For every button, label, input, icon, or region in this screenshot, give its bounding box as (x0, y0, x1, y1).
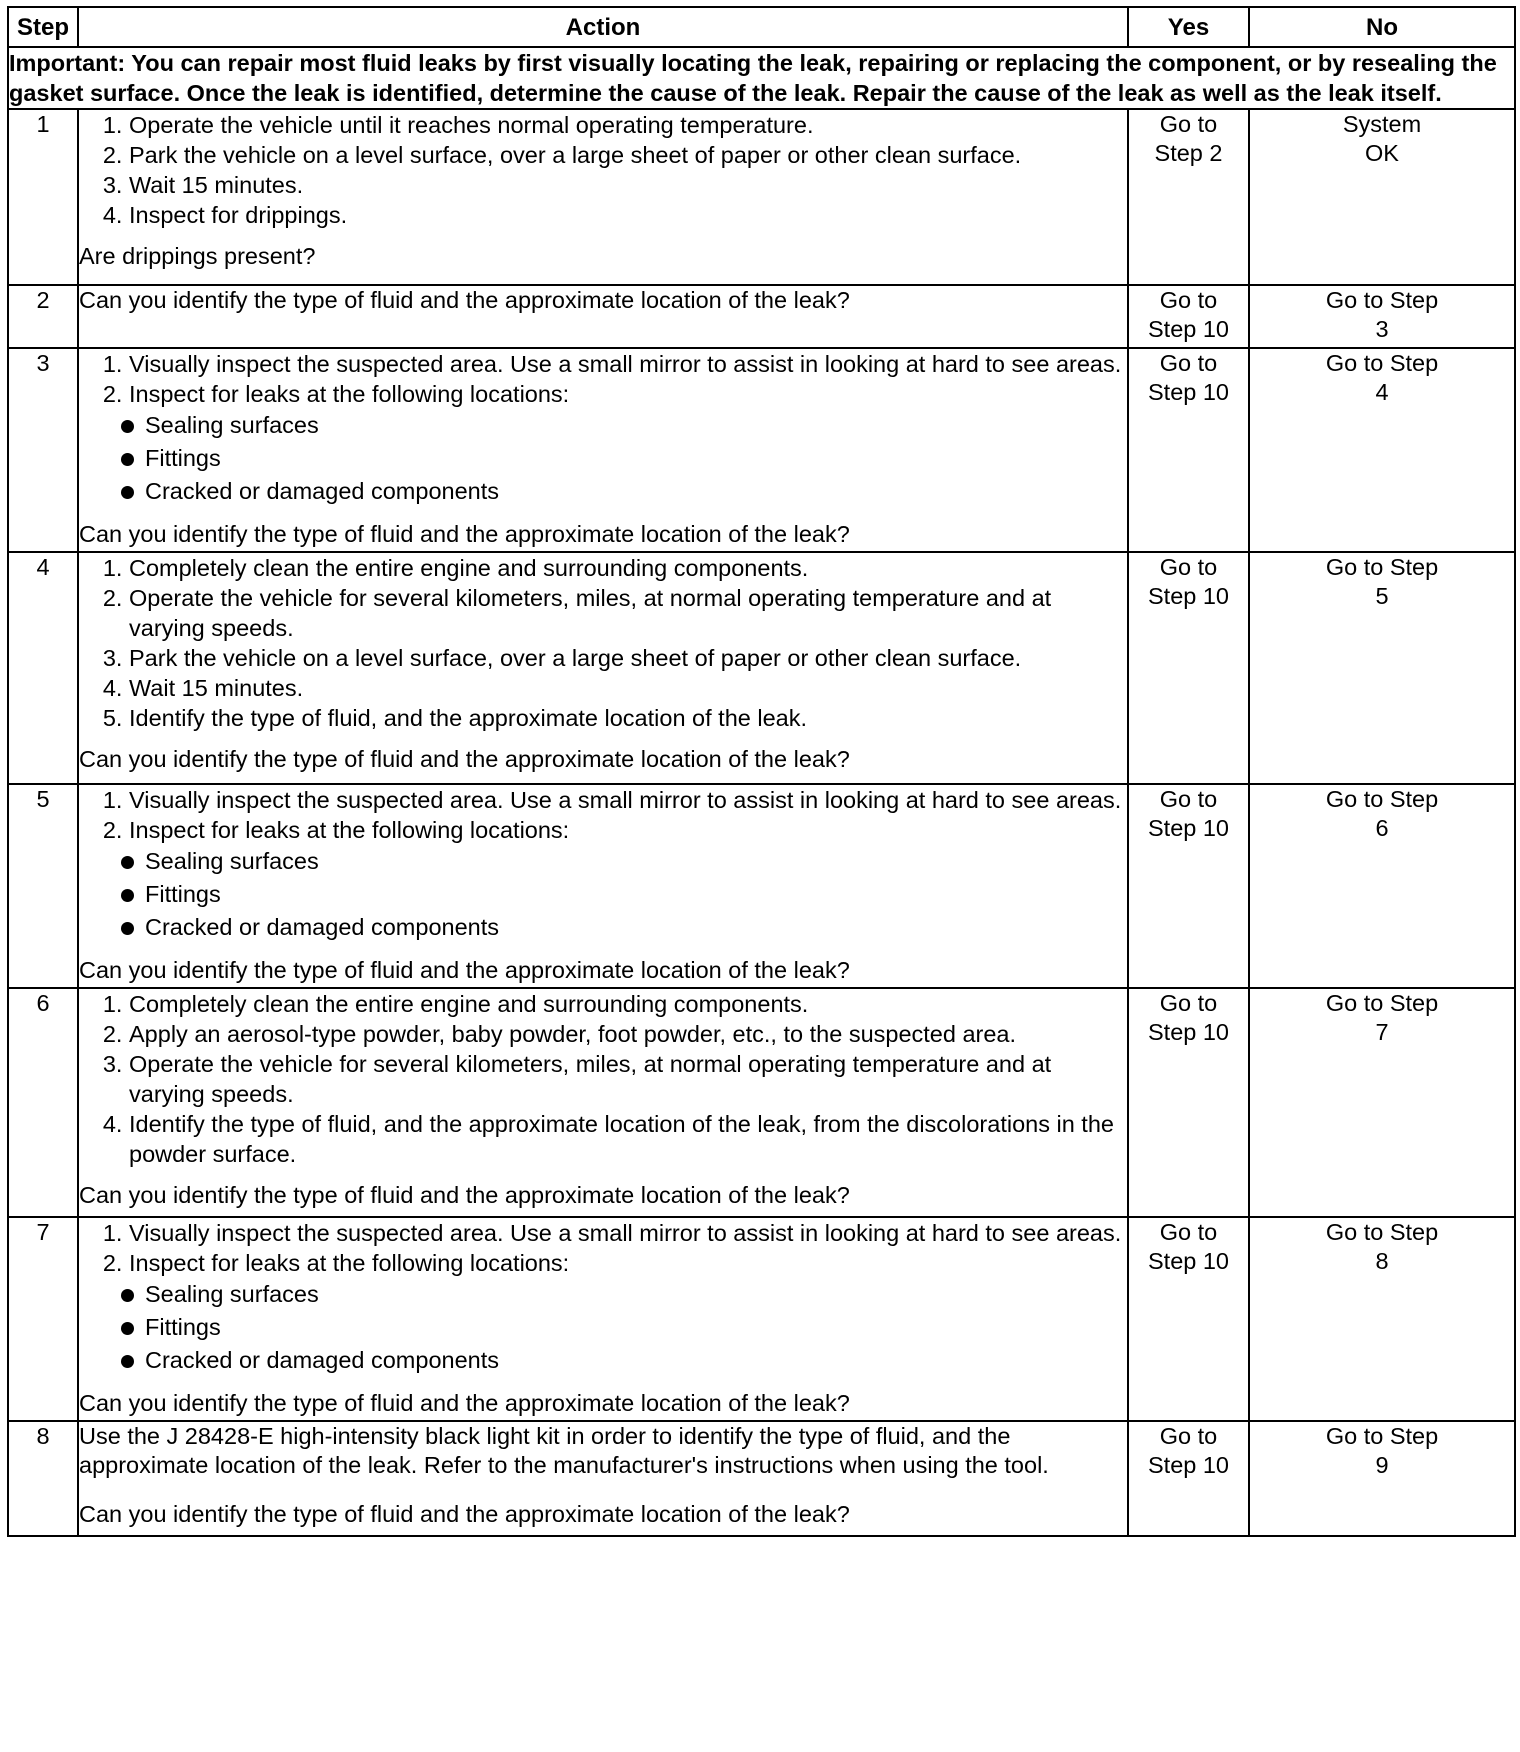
step-row (8, 1421, 1515, 1536)
step-action (78, 988, 1128, 1217)
step-question: Are drippings present? (79, 243, 316, 269)
action-list (79, 1218, 1127, 1278)
action-item-text: Operate the vehicle until it reaches normal operating temperature. (129, 112, 814, 138)
step-yes (1128, 1421, 1249, 1536)
no-text: Go to Step (1325, 554, 1439, 580)
action-item (129, 170, 1127, 200)
step-number: 3 (8, 348, 78, 552)
step-yes (1128, 988, 1249, 1217)
action-item-text: Identify the type of fluid, and the approximate location of the leak, from the discolorations in the powder surface. (129, 1111, 1114, 1167)
action-item (129, 785, 1127, 815)
step-action (78, 1421, 1128, 1536)
yes-text: Go to (1159, 554, 1218, 580)
no-text: 7 (1375, 1019, 1389, 1045)
no-text: System (1342, 111, 1422, 137)
step-no (1249, 285, 1515, 348)
location-item: Sealing surfaces (121, 1278, 1127, 1311)
step-action (78, 348, 1128, 552)
action-item-text: Visually inspect the suspected area. Use a small mirror to assist in looking at hard to see areas. (129, 351, 1122, 377)
action-item (129, 1218, 1127, 1248)
action-item-text: Completely clean the entire engine and surrounding components. (129, 555, 809, 581)
action-item (129, 1248, 1127, 1278)
step-number: 8 (8, 1421, 78, 1536)
action-item (129, 140, 1127, 170)
important-note: Important: You can repair most fluid leaks by first visually locating the leak, repairing or replacing the component, or by resealing the gasket surface. Once the leak is identified, determine the cause of the leak. Repair the cause of the leak as well as the leak itself. (8, 47, 1515, 109)
yes-text: Step 10 (1147, 1248, 1229, 1274)
action-item-text: Inspect for leaks at the following locations: (129, 1250, 570, 1276)
action-item (129, 1019, 1127, 1049)
action-item (129, 1049, 1127, 1109)
yes-text: Go to (1159, 1423, 1218, 1449)
no-text: Go to Step (1325, 786, 1439, 812)
no-text: Go to Step (1325, 1423, 1439, 1449)
yes-text: Go to (1159, 350, 1218, 376)
action-item (129, 1109, 1127, 1169)
action-item (129, 643, 1127, 673)
yes-text: Step 10 (1147, 316, 1229, 342)
step-no (1249, 109, 1515, 285)
location-list (79, 1278, 1127, 1377)
step-no (1249, 552, 1515, 784)
action-item (129, 815, 1127, 845)
location-list (79, 409, 1127, 508)
step-question: Can you identify the type of fluid and the approximate location of the leak? (79, 287, 850, 313)
step-number: 7 (8, 1217, 78, 1421)
action-list (79, 553, 1127, 733)
step-no (1249, 988, 1515, 1217)
header-yes: Yes (1128, 7, 1249, 47)
location-item: Cracked or damaged components (121, 475, 1127, 508)
yes-text: Go to (1159, 990, 1218, 1016)
header-no: No (1249, 7, 1515, 47)
action-item (129, 553, 1127, 583)
step-number: 5 (8, 784, 78, 988)
location-item: Cracked or damaged components (121, 1344, 1127, 1377)
no-text: OK (1365, 140, 1399, 166)
step-question: Can you identify the type of fluid and the approximate location of the leak? (79, 1501, 850, 1527)
step-row (8, 348, 1515, 552)
step-row (8, 1217, 1515, 1421)
location-item: Fittings (121, 878, 1127, 911)
location-item: Fittings (121, 1311, 1127, 1344)
no-text: Go to Step (1325, 990, 1439, 1016)
step-action (78, 784, 1128, 988)
step-row (8, 988, 1515, 1217)
no-text: 8 (1375, 1248, 1389, 1274)
yes-text: Step 10 (1147, 1019, 1229, 1045)
action-item (129, 989, 1127, 1019)
step-no (1249, 784, 1515, 988)
location-item: Cracked or damaged components (121, 911, 1127, 944)
step-question: Can you identify the type of fluid and the approximate location of the leak? (79, 746, 850, 772)
no-text: Go to Step (1325, 350, 1439, 376)
action-item-text: Apply an aerosol-type powder, baby powder, foot powder, etc., to the suspected area. (129, 1021, 1017, 1047)
yes-text: Step 10 (1147, 583, 1229, 609)
yes-text: Step 10 (1147, 1452, 1229, 1478)
action-item-text: Inspect for drippings. (129, 202, 348, 228)
location-item: Sealing surfaces (121, 409, 1127, 442)
action-list (79, 989, 1127, 1169)
step-yes (1128, 784, 1249, 988)
action-item-text: Completely clean the entire engine and surrounding components. (129, 991, 809, 1017)
yes-text: Go to (1159, 287, 1218, 313)
yes-text: Step 10 (1147, 815, 1229, 841)
step-no (1249, 1421, 1515, 1536)
step-row (8, 784, 1515, 988)
yes-text: Step 2 (1154, 140, 1223, 166)
no-text: Go to Step (1325, 287, 1439, 313)
step-yes (1128, 552, 1249, 784)
step-row (8, 285, 1515, 348)
action-list (79, 785, 1127, 845)
action-item (129, 379, 1127, 409)
step-no (1249, 1217, 1515, 1421)
location-item: Fittings (121, 442, 1127, 475)
no-text: 9 (1375, 1452, 1389, 1478)
step-action (78, 109, 1128, 285)
no-text: 6 (1375, 815, 1389, 841)
action-item (129, 110, 1127, 140)
action-item-text: Visually inspect the suspected area. Use a small mirror to assist in looking at hard to see areas. (129, 787, 1122, 813)
action-item (129, 673, 1127, 703)
action-item (129, 703, 1127, 733)
diagnostic-table (7, 6, 1516, 1537)
step-no (1249, 348, 1515, 552)
step-number: 2 (8, 285, 78, 348)
step-question: Can you identify the type of fluid and the approximate location of the leak? (79, 957, 850, 983)
action-item (129, 349, 1127, 379)
action-item-text: Wait 15 minutes. (129, 172, 304, 198)
step-question: Can you identify the type of fluid and the approximate location of the leak? (79, 521, 850, 547)
yes-text: Go to (1159, 1219, 1218, 1245)
action-item-text: Park the vehicle on a level surface, over a large sheet of paper or other clean surface. (129, 645, 1022, 671)
action-paragraph: Use the J 28428-E high-intensity black light kit in order to identify the type of fluid, and the approximate location of the leak. Refer to the manufacturer's instructions when using the tool. (79, 1423, 1049, 1478)
step-number: 1 (8, 109, 78, 285)
step-row (8, 552, 1515, 784)
location-item: Sealing surfaces (121, 845, 1127, 878)
step-action (78, 285, 1128, 348)
important-row (8, 47, 1515, 109)
step-action (78, 552, 1128, 784)
action-item (129, 583, 1127, 643)
header-step: Step (8, 7, 78, 47)
header-row (8, 7, 1515, 47)
no-text: 4 (1375, 379, 1389, 405)
step-number: 4 (8, 552, 78, 784)
action-item-text: Visually inspect the suspected area. Use a small mirror to assist in looking at hard to see areas. (129, 1220, 1122, 1246)
no-text: Go to Step (1325, 1219, 1439, 1245)
step-yes (1128, 285, 1249, 348)
location-list (79, 845, 1127, 944)
step-question: Can you identify the type of fluid and the approximate location of the leak? (79, 1182, 850, 1208)
action-item-text: Operate the vehicle for several kilometers, miles, at normal operating temperature and at varying speeds. (129, 585, 1052, 641)
action-item-text: Park the vehicle on a level surface, over a large sheet of paper or other clean surface. (129, 142, 1022, 168)
step-action (78, 1217, 1128, 1421)
step-question: Can you identify the type of fluid and the approximate location of the leak? (79, 1390, 850, 1416)
step-yes (1128, 348, 1249, 552)
action-item-text: Identify the type of fluid, and the approximate location of the leak. (129, 705, 808, 731)
step-yes (1128, 109, 1249, 285)
header-action: Action (78, 7, 1128, 47)
yes-text: Go to (1159, 786, 1218, 812)
action-item-text: Operate the vehicle for several kilometers, miles, at normal operating temperature and at varying speeds. (129, 1051, 1052, 1107)
yes-text: Step 10 (1147, 379, 1229, 405)
action-item-text: Wait 15 minutes. (129, 675, 304, 701)
step-number: 6 (8, 988, 78, 1217)
step-row (8, 109, 1515, 285)
action-item-text: Inspect for leaks at the following locations: (129, 381, 570, 407)
yes-text: Go to (1159, 111, 1218, 137)
no-text: 5 (1375, 583, 1389, 609)
step-yes (1128, 1217, 1249, 1421)
no-text: 3 (1375, 316, 1389, 342)
action-item (129, 200, 1127, 230)
action-list (79, 349, 1127, 409)
action-list (79, 110, 1127, 230)
action-item-text: Inspect for leaks at the following locations: (129, 817, 570, 843)
